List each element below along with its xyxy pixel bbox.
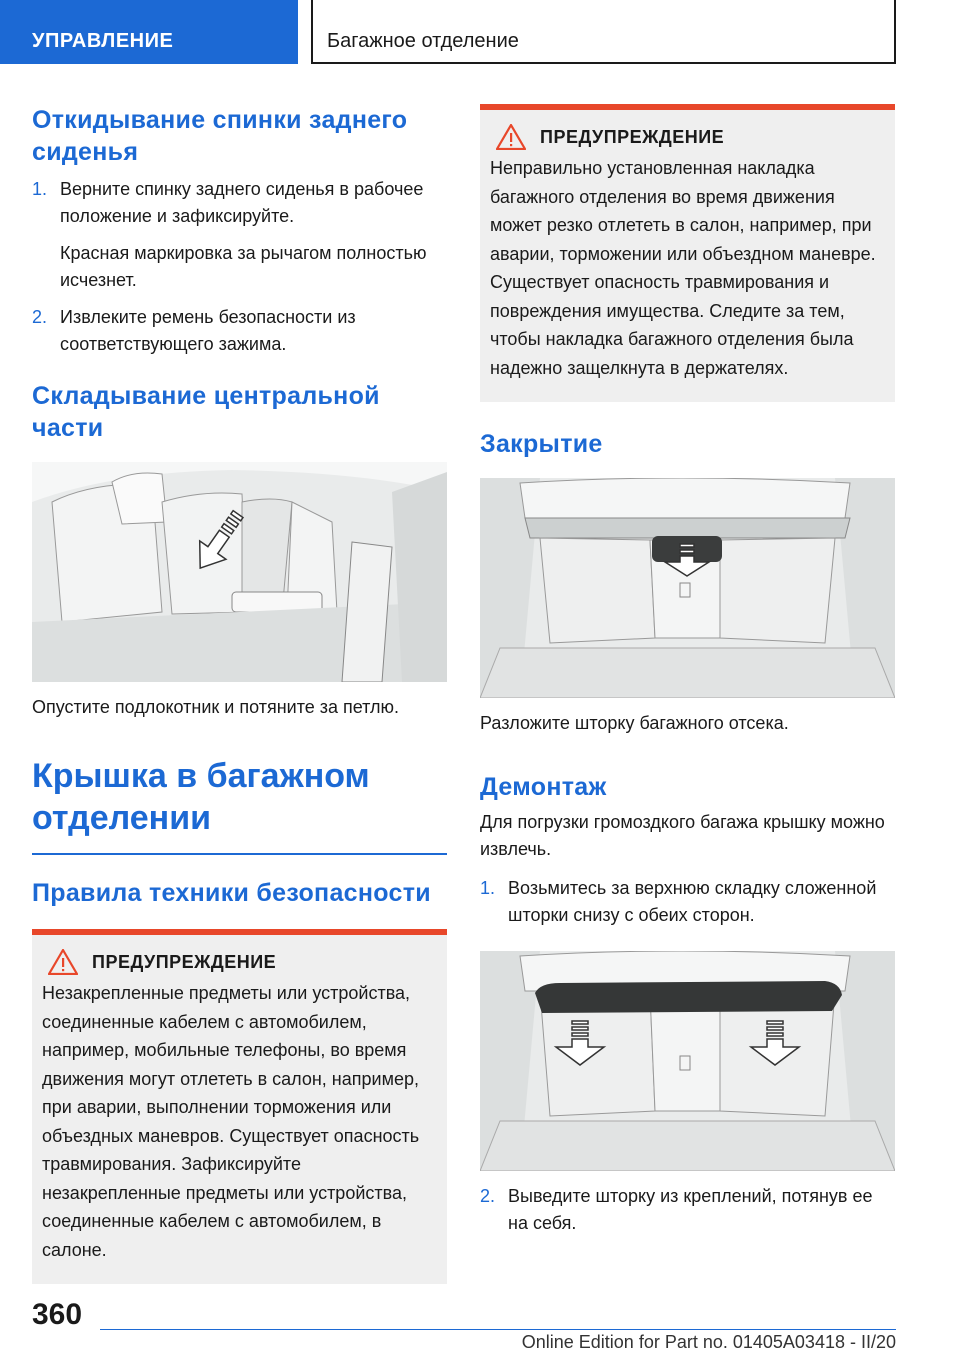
chapter-title: Багажное отделение xyxy=(311,0,896,64)
section-tab: УПРАВЛЕНИЕ xyxy=(0,0,298,64)
figure-caption-armrest: Опустите подлокотник и потяните за петлю. xyxy=(32,697,400,717)
step-note: Красная маркировка за рычагом полностью исчезнет. xyxy=(60,243,427,290)
removal-step-2 xyxy=(480,1183,895,1237)
step-text: Верните спинку заднего сиденья в рабочее положение и зафиксируйте. xyxy=(60,179,424,226)
step-text: Возьмитесь за верхнюю складку сложенной шторки снизу с обеих сторон. xyxy=(508,878,877,925)
removal-step-1 xyxy=(480,875,895,929)
heading-safety-rules: Правила техники безопасности xyxy=(32,879,431,907)
fold-step-1 xyxy=(32,176,447,230)
step-number: 2. xyxy=(32,307,48,327)
trunk-cover-closing-illustration xyxy=(480,478,895,698)
step-number: 1. xyxy=(480,878,496,898)
left-column xyxy=(32,104,447,1284)
step-text: Извлеките ремень безопасности из соответствующего зажима. xyxy=(60,307,356,354)
heading-rule xyxy=(32,853,447,855)
heading-luggage-cover: Крышка в багажном отделении xyxy=(32,757,370,837)
removal-intro: Для погрузки громоздкого багажа крышку можно извлечь. xyxy=(480,812,885,859)
step-number: 1. xyxy=(32,179,48,199)
fold-step-2 xyxy=(32,304,447,358)
warning-header xyxy=(490,124,885,150)
warning-box-left xyxy=(32,929,447,1284)
heading-fold-backrest: Откидывание спинки заднего сиденья xyxy=(32,106,408,166)
right-column xyxy=(480,104,895,1237)
figure-caption-closing: Разложите шторку багажного отсека. xyxy=(480,713,789,733)
warning-text: Неправильно установленная накладка багажного отделения во время движения может резко отлететь в салон, например, при аварии, торможении или объездном маневре. Существует опасность травмирования и повреждения имущества. Следите за тем, чтобы накладка багажного отделения была надежно защелкнута в держателях. xyxy=(490,158,876,378)
footer-rule xyxy=(100,1329,896,1330)
warning-title: ПРЕДУПРЕЖДЕНИЕ xyxy=(540,126,725,147)
heading-closing: Закрытие xyxy=(480,430,603,458)
heading-removal: Демонтаж xyxy=(480,773,607,801)
rear-seat-armrest-illustration xyxy=(32,462,447,682)
warning-box-right xyxy=(480,104,895,402)
step-text: Выведите шторку из креплений, потянув ее на себя. xyxy=(508,1186,873,1233)
edition-footer: Online Edition for Part no. 01405A03418 - II/20 xyxy=(521,1332,896,1352)
warning-triangle-icon xyxy=(48,949,78,975)
heading-center-fold: Складывание центральной части xyxy=(32,382,380,442)
warning-title: ПРЕДУПРЕЖДЕНИЕ xyxy=(92,951,277,972)
warning-header xyxy=(42,949,437,975)
warning-text: Незакрепленные предметы или устройства, соединенные кабелем с автомобилем, например, мобильные телефоны, во время движения могут отлететь в салон, например, при аварии, выполнении торможения или объездных маневров. Существует опасность травмирования. Зафиксируйте незакрепленные предметы или устройства, соединенные кабелем с автомобилем, в салоне. xyxy=(42,983,420,1260)
page-number: 360 xyxy=(32,1298,83,1331)
warning-triangle-icon xyxy=(496,124,526,150)
step-number: 2. xyxy=(480,1186,496,1206)
trunk-cover-removal-illustration xyxy=(480,951,895,1171)
